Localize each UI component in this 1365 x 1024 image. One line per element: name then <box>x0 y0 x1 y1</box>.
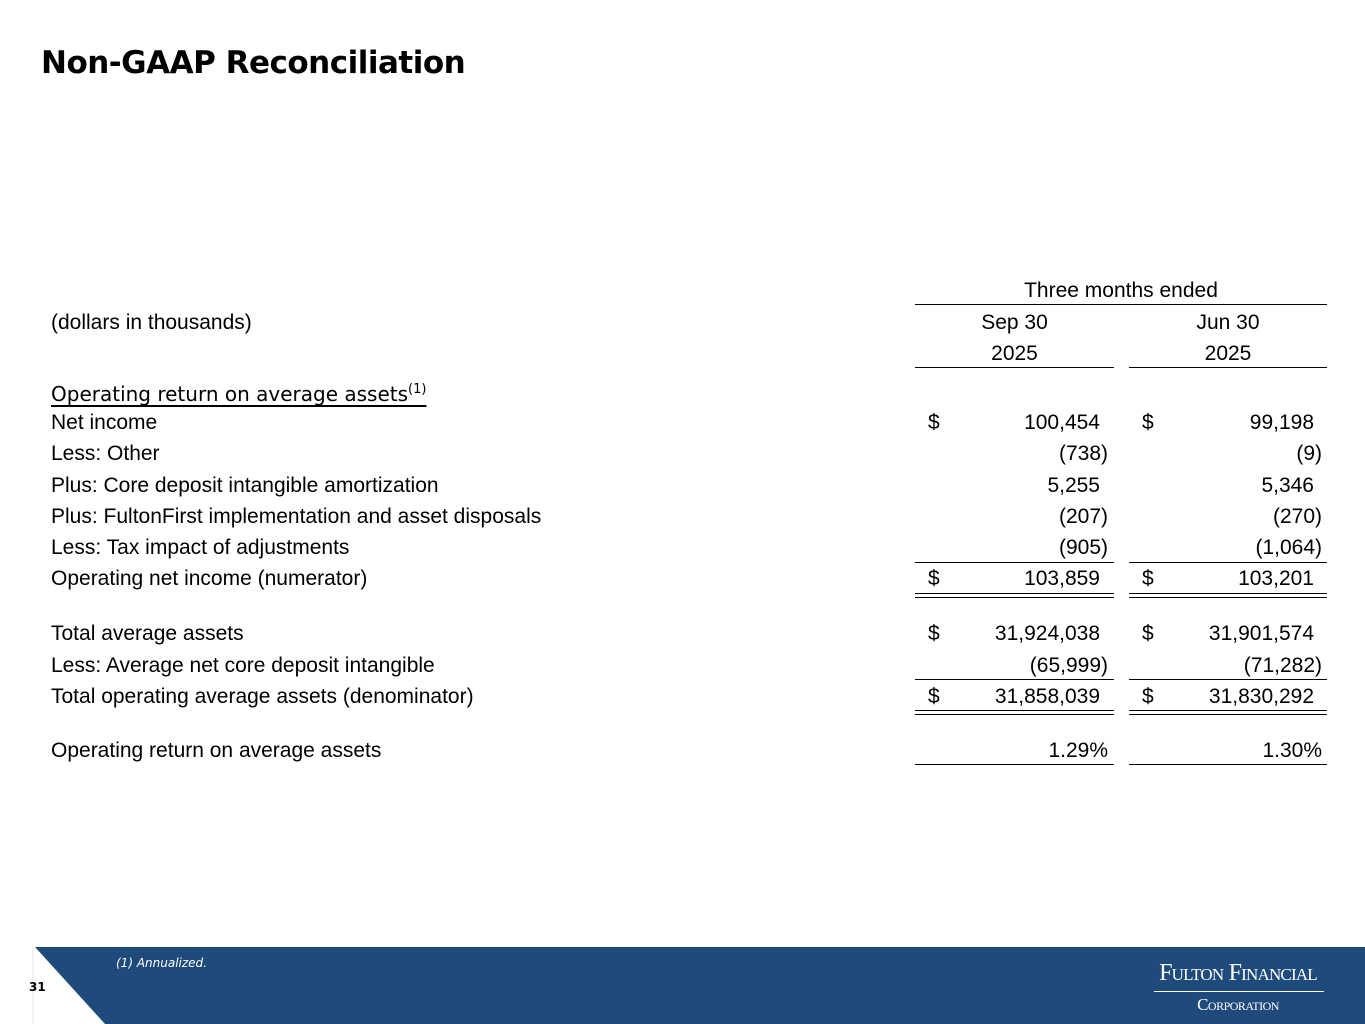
col1-assets-total-double-rule <box>915 710 1114 715</box>
col2-assets-total-double-rule <box>1129 710 1327 715</box>
row-label-net-income: Net income <box>51 411 158 434</box>
cell-fultonfirst-col2: (270) <box>1272 505 1322 528</box>
cell-cdi-amortization-col2: 5,346 <box>1261 474 1314 497</box>
row-label-total-average-assets: Total average assets <box>51 622 244 645</box>
col1-ratio-rule <box>915 764 1114 765</box>
col2-ratio-rule <box>1129 764 1327 765</box>
col1-currency-symbol: $ <box>928 622 940 645</box>
col2-currency-symbol: $ <box>1142 411 1154 434</box>
cell-total-average-assets-col2: 31,901,574 <box>1208 622 1314 645</box>
period-header: Three months ended <box>1024 279 1218 302</box>
period-header-rule <box>915 304 1327 305</box>
cell-operating-net-income-col2: 103,201 <box>1238 567 1314 590</box>
row-label-cdi-amortization: Plus: Core deposit intangible amortization <box>51 474 439 497</box>
col2-month: Jun 30 <box>1196 311 1260 334</box>
cell-less-other-col1: (738) <box>1058 442 1108 465</box>
section-heading <box>51 378 426 406</box>
col1-currency-symbol: $ <box>928 567 940 590</box>
logo-line2: Corporation <box>1197 995 1279 1014</box>
row-label-less-other: Less: Other <box>51 442 160 465</box>
section-heading-text: Operating return on average assets <box>51 382 409 406</box>
cell-tax-impact-col1: (905) <box>1058 536 1108 559</box>
cell-fultonfirst-col1: (207) <box>1058 505 1108 528</box>
col1-month: Sep 30 <box>981 311 1048 334</box>
cell-net-income-col1: 100,454 <box>1024 411 1100 434</box>
cell-operating-roaa-col2: 1.30% <box>1262 739 1322 762</box>
logo-rule <box>1154 991 1324 992</box>
section-heading-footnote-ref: (1) <box>408 382 427 397</box>
col1-subtotal-rule <box>915 562 1114 563</box>
col1-currency-symbol: $ <box>928 411 940 434</box>
cell-total-operating-average-assets-col2: 31,830,292 <box>1208 685 1314 708</box>
col2-total-double-rule <box>1129 593 1327 598</box>
logo-line1: Fulton Financial <box>1159 960 1317 986</box>
footnote: (1) Annualized. <box>116 956 207 970</box>
cell-operating-roaa-col1: 1.29% <box>1048 739 1108 762</box>
col2-currency-symbol: $ <box>1142 685 1154 708</box>
col2-currency-symbol: $ <box>1142 622 1154 645</box>
row-label-operating-roaa: Operating return on average assets <box>51 739 382 762</box>
col1-total-double-rule <box>915 593 1114 598</box>
row-label-tax-impact: Less: Tax impact of adjustments <box>51 536 350 559</box>
row-label-total-operating-average-assets: Total operating average assets (denominator) <box>51 685 474 708</box>
col1-header-rule <box>915 367 1114 368</box>
col1-year: 2025 <box>991 342 1038 365</box>
cell-total-operating-average-assets-col1: 31,858,039 <box>994 685 1100 708</box>
company-logo <box>1150 960 1326 1018</box>
cell-net-income-col2: 99,198 <box>1249 411 1314 434</box>
page-title: Non-GAAP Reconciliation <box>41 45 466 81</box>
page-number: 31 <box>29 980 46 994</box>
units-label: (dollars in thousands) <box>51 311 252 334</box>
col1-assets-subtotal-rule <box>915 679 1114 680</box>
cell-cdi-amortization-col1: 5,255 <box>1047 474 1100 497</box>
col2-subtotal-rule <box>1129 562 1327 563</box>
cell-avg-net-cdi-col1: (65,999) <box>1029 654 1108 677</box>
col2-assets-subtotal-rule <box>1129 679 1327 680</box>
col2-header-rule <box>1129 367 1327 368</box>
cell-avg-net-cdi-col2: (71,282) <box>1243 654 1322 677</box>
cell-tax-impact-col2: (1,064) <box>1255 536 1322 559</box>
row-label-avg-net-cdi: Less: Average net core deposit intangible <box>51 654 435 677</box>
row-label-operating-net-income: Operating net income (numerator) <box>51 567 368 590</box>
cell-less-other-col2: (9) <box>1296 442 1322 465</box>
cell-operating-net-income-col1: 103,859 <box>1024 567 1100 590</box>
col1-currency-symbol: $ <box>928 685 940 708</box>
col2-year: 2025 <box>1204 342 1252 365</box>
cell-total-average-assets-col1: 31,924,038 <box>994 622 1100 645</box>
col2-currency-symbol: $ <box>1142 567 1154 590</box>
row-label-fultonfirst: Plus: FultonFirst implementation and asset disposals <box>51 505 542 528</box>
